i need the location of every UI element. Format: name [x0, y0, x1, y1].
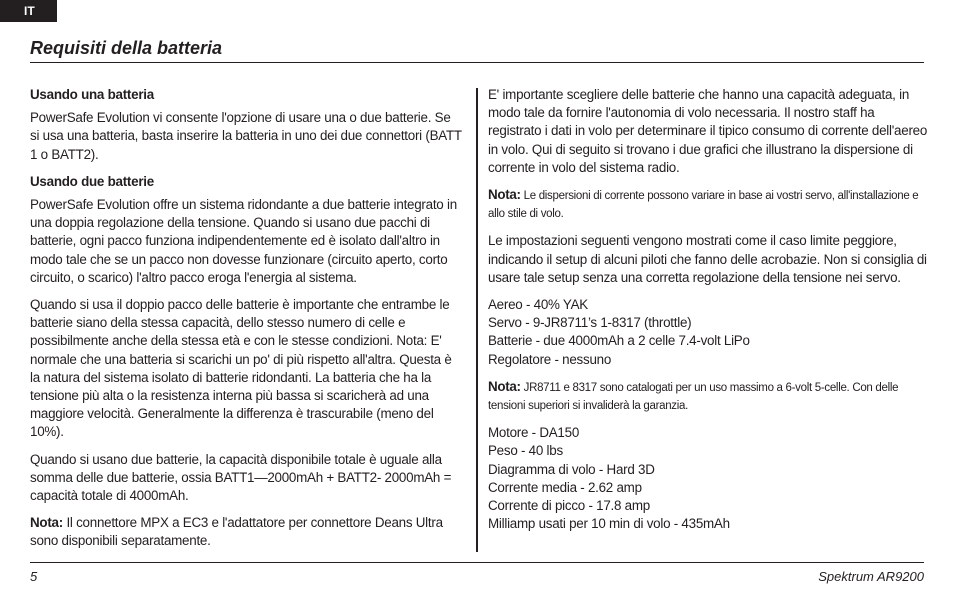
- note-label: Nota:: [488, 378, 521, 394]
- paragraph-worst-case: Le impostazioni seguenti vengono mostrati come il caso limite peggiore, indicando il setup di alcuni piloti che fanno delle acrobazie. Non si consiglia di usare tale setup senza una corretta regolazione della tensione nei servo.: [488, 233, 927, 285]
- spec-item-milliamps-used: Milliamp usati per 10 min di volo - 435mAh: [488, 516, 730, 532]
- spec-item-peak-current: Corrente di picco - 17.8 amp: [488, 498, 650, 514]
- product-name: Spektrum AR9200: [818, 569, 924, 584]
- paragraph-total-capacity: Quando si usano due batterie, la capacità disponibile totale è uguale alla somma delle due batterie, ossia BATT1—2000mAh + BATT2- 2000mAh = capacità totale di 4000mAh.: [30, 451, 452, 504]
- language-tab: IT: [0, 0, 57, 22]
- note-warranty: [488, 378, 928, 415]
- setup-item-batteries: Batterie - due 4000mAh a 2 celle 7.4-volt LiPo: [488, 333, 750, 349]
- note-text: Il connettore MPX a EC3 e l'adattatore per connettore Deans Ultra sono disponibili separatamente.: [30, 515, 443, 549]
- spec-item-weight: Peso - 40 lbs: [488, 443, 563, 459]
- setup-item-aircraft: Aereo - 40% YAK: [488, 297, 588, 313]
- paragraph-dual-pack: Quando si usa il doppio pacco delle batterie è importante che entrambe le batterie siano della stessa capacità, dello stesso numero di celle e possibilmente anche della stessa età e con le stesse condizioni. Nota: E' normale che una batteria si scarichi un po' di più rispetto all'altra. Questa è la natura del sistema isolato di batterie ridondanti. La batteria che ha la tensione più alta o la resistenza interna più bassa si scaricherà ad una maggiore velocità. Generalmente la differenza è trascurabile (meno del 10%).: [30, 297, 452, 440]
- note-text: JR8711 e 8317 sono catalogati per un uso massimo a 6-volt 5-celle. Con delle tensioni superiori si invaliderà la garanzia.: [488, 381, 899, 413]
- section-heading-one-battery: Usando una batteria: [30, 87, 154, 102]
- spec-item-average-current: Corrente media - 2.62 amp: [488, 479, 642, 495]
- page-title: Requisiti della batteria: [30, 38, 223, 58]
- paragraph-one-battery: PowerSafe Evolution vi consente l'opzione di usare una o due batterie. Se si usa una batteria, basta inserire la batteria in uno dei due connettori (BATT 1 o BATT2).: [30, 110, 462, 162]
- note-connectors: [30, 514, 462, 550]
- note-text: Le dispersioni di corrente possono variare in base ai vostri servo, all'installazione e allo stile di volo.: [488, 190, 919, 221]
- setup-item-servo: Servo - 9-JR8711’s 1-8317 (throttle): [488, 315, 692, 331]
- title-divider: [30, 62, 924, 63]
- spec-item-flight-pattern: Diagramma di volo - Hard 3D: [488, 461, 655, 477]
- note-label: Nota:: [30, 515, 63, 531]
- setup-list: [488, 296, 928, 369]
- footer-divider: [30, 562, 924, 563]
- paragraph-two-batteries: PowerSafe Evolution offre un sistema ridondante a due batterie integrato in una doppia regolazione della tensione. Quando si usano due pacchi di batterie, ogni pacco funziona indipendentemente ed è isolato dall'altro in modo tale che se un pacco non dovesse funzionare (circuito aperto, corto circuito, o scarico) l'altro pacco eroga l'energia al sistema.: [30, 197, 457, 285]
- left-column: [30, 86, 462, 560]
- section-heading-two-batteries: Usando due batterie: [30, 173, 154, 189]
- paragraph-capacity: E' importante scegliere delle batterie che hanno una capacità adeguata, in modo tale da fornire l'autonomia di volo necessaria. Il nostro staff ha registrato i dati in volo per determinare il tipico consumo di corrente dell'aereo in volo. Qui di seguito si trovano i due grafici che illustrano la dispersione di corrente in volo del sistema radio.: [488, 87, 928, 175]
- right-column: [488, 86, 928, 542]
- note-current-draw: [488, 186, 928, 223]
- note-label: Nota:: [488, 187, 521, 203]
- page-number: 5: [30, 569, 38, 584]
- specs-list: [488, 424, 928, 533]
- column-divider: [476, 88, 478, 552]
- spec-item-engine: Motore - DA150: [488, 425, 580, 441]
- setup-item-regulator: Regolatore - nessuno: [488, 351, 612, 367]
